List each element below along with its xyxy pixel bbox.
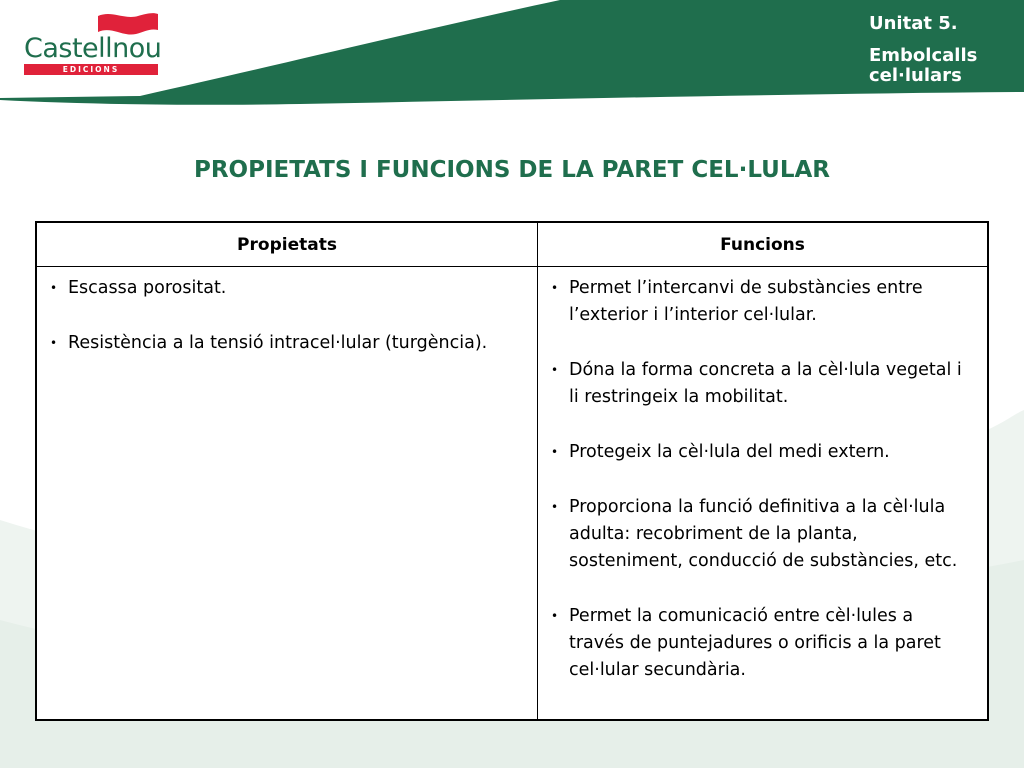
list-item <box>47 330 523 357</box>
unit-subtitle-line-1: Embolcalls <box>869 45 978 66</box>
list-item-text: Permet l’intercanvi de substàncies entre l’exterior i l’interior cel·lular. <box>569 278 923 325</box>
column-header-propietats: Propietats <box>36 222 538 267</box>
list-item <box>548 439 973 466</box>
list-item-text: Permet la comunicació entre cèl·lules a través de puntejadures o orificis a la paret cel·lular secundària. <box>569 606 941 680</box>
bullet-icon: • <box>551 445 559 459</box>
list-item <box>548 494 973 575</box>
propietats-list <box>47 275 523 357</box>
list-item <box>548 357 973 411</box>
unit-block <box>869 14 1019 86</box>
publisher-logo[interactable] <box>22 10 162 78</box>
list-item <box>548 275 973 329</box>
list-item-text: Proporciona la funció definitiva a la cèl·lula adulta: recobriment de la planta, sosteniment, conducció de substàncies, etc. <box>569 497 958 571</box>
bullet-icon: • <box>551 500 559 514</box>
page-title: PROPIETATS I FUNCIONS DE LA PARET CEL·LULAR <box>193 157 831 183</box>
list-item-text: Escassa porositat. <box>68 278 227 298</box>
bullet-icon: • <box>551 281 559 295</box>
list-item-text: Protegeix la cèl·lula del medi extern. <box>569 442 890 462</box>
unit-subtitle-line-2: cel·lulars <box>869 65 962 86</box>
propietats-cell <box>36 267 538 721</box>
bullet-icon: • <box>50 336 58 350</box>
table-header-row <box>36 222 988 267</box>
bullet-icon: • <box>551 363 559 377</box>
bullet-icon: • <box>551 609 559 623</box>
funcions-cell <box>538 267 989 721</box>
list-item <box>548 603 973 684</box>
funcions-list <box>548 275 973 684</box>
logo-name: Castellnou <box>24 33 162 64</box>
bullet-icon: • <box>50 281 58 295</box>
properties-functions-table <box>35 221 989 721</box>
logo-subtitle: EDICIONS <box>62 65 120 74</box>
list-item-text: Dóna la forma concreta a la cèl·lula vegetal i li restringeix la mobilitat. <box>569 360 962 407</box>
column-header-funcions: Funcions <box>538 222 989 267</box>
list-item-text: Resistència a la tensió intracel·lular (turgència). <box>68 333 488 353</box>
unit-title: Unitat 5. <box>869 13 958 34</box>
list-item <box>47 275 523 302</box>
table-row <box>36 267 988 721</box>
